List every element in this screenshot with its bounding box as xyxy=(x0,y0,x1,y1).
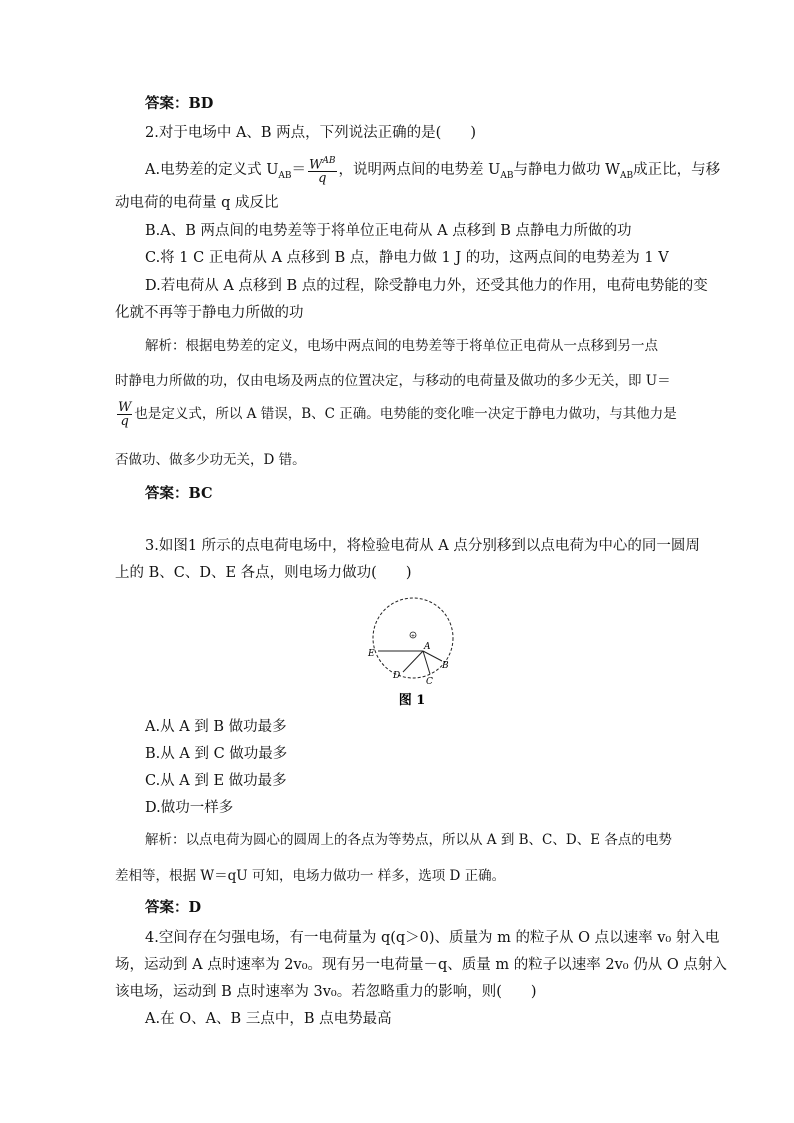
q2-option-c: C.将 1 C 正电荷从 A 点移到 B 点，静电力做 1 J 的功，这两点间的电势差为 1 V xyxy=(145,250,669,266)
q3-stem-1: 3.如图1 所示的点电荷电场中，将检验电荷从 A 点分别移到以点电荷为中心的同一圆周 xyxy=(145,538,700,554)
q3-stem-2: 上的 B、C、D、E 各点，则电场力做功( ) xyxy=(115,565,412,581)
q2-option-d: D.若电荷从 A 点移到 B 点的过程，除受静电力外，还受其他力的作用，电荷电势能的变 xyxy=(145,278,708,294)
q4-stem-2: 场，运动到 A 点时速率为 2v₀。现有另一电荷量－q、质量 m 的粒子以速率 2v₀ 仍从 O 点射入 xyxy=(115,957,727,973)
q3-option-c: C.从 A 到 E 做功最多 xyxy=(145,773,287,789)
q2-explanation-2: 时静电力所做的功，仅由电场及两点的位置决定，与移动的电荷量及做功的多少无关，即 U＝ xyxy=(115,373,671,389)
q3-option-b: B.从 A 到 C 做功最多 xyxy=(145,746,288,762)
label-c: C xyxy=(426,677,433,687)
point-charge-sign: + xyxy=(410,633,416,640)
label-e: E xyxy=(368,649,375,659)
q2-option-a: A.电势差的定义式 $U_{AB}=$ $\frac{W^{AB}}{q}$ ，说明两点间的电势差 $U_{AB}$与静电力做功 $W_{AB}$成正比，与移 xyxy=(145,156,721,187)
q4-stem-3: 该电场，运动到 B 点时速率为 3v₀。若忽略重力的影响，则( ) xyxy=(115,984,537,1000)
q3-option-d: D.做功一样多 xyxy=(145,800,234,816)
q2-option-b: B.A、B 两点间的电势差等于将单位正电荷从 A 点移到 B 点静电力所做的功 xyxy=(145,223,632,239)
q4-stem-1: 4.空间存在匀强电场，有一电荷量为 q(q＞0)、质量为 m 的粒子从 O 点以速率 v₀ 射入电 xyxy=(145,930,720,946)
q2-stem: 2.对于电场中 A、B 两点，下列说法正确的是( ) xyxy=(145,125,476,141)
q2-option-d-line2: 化就不再等于静电力所做的功 xyxy=(115,305,304,321)
q4-option-a: A.在 O、A、B 三点中，B 点电势最高 xyxy=(145,1011,392,1027)
label-d: D xyxy=(393,671,401,681)
point-charge-figure xyxy=(360,594,470,714)
fraction: $\frac{W}{q}$ xyxy=(118,400,132,429)
q2-answer: 答案：BC xyxy=(145,485,213,502)
q3-explanation-1: 解析：以点电荷为圆心的圆周上的各点为等势点，所以从 A 到 B、C、D、E 各点的电势 xyxy=(145,832,672,848)
q2-explanation-4: 否做功、做多少功无关，D 错。 xyxy=(115,452,306,468)
q3-option-a: A.从 A 到 B 做功最多 xyxy=(145,719,287,735)
label-a: A xyxy=(424,642,431,652)
q2-explanation-3: $\frac{W}{q}$ 也是定义式，所以 A 错误，B、C 正确。电势能的变化唯一决定于静电力做功，与其他力是 xyxy=(118,400,677,429)
label-b: B xyxy=(442,661,449,671)
fraction: $\frac{W^{AB}}{q}$ xyxy=(309,156,336,187)
line-a-d xyxy=(403,651,423,672)
q1-answer: 答案：BD xyxy=(145,95,214,112)
q2-option-a-line2: 动电荷的电荷量 q 成反比 xyxy=(115,195,279,211)
q3-explanation-2: 差相等，根据 W＝qU 可知，电场力做功一 样多，选项 D 正确。 xyxy=(115,868,506,884)
q3-answer: 答案：D xyxy=(145,899,202,916)
figure-caption: 图 1 xyxy=(398,693,426,708)
q2-explanation-1: 解析：根据电势差的定义，电场中两点间的电势差等于将单位正电荷从一点移到另一点 xyxy=(145,338,658,354)
